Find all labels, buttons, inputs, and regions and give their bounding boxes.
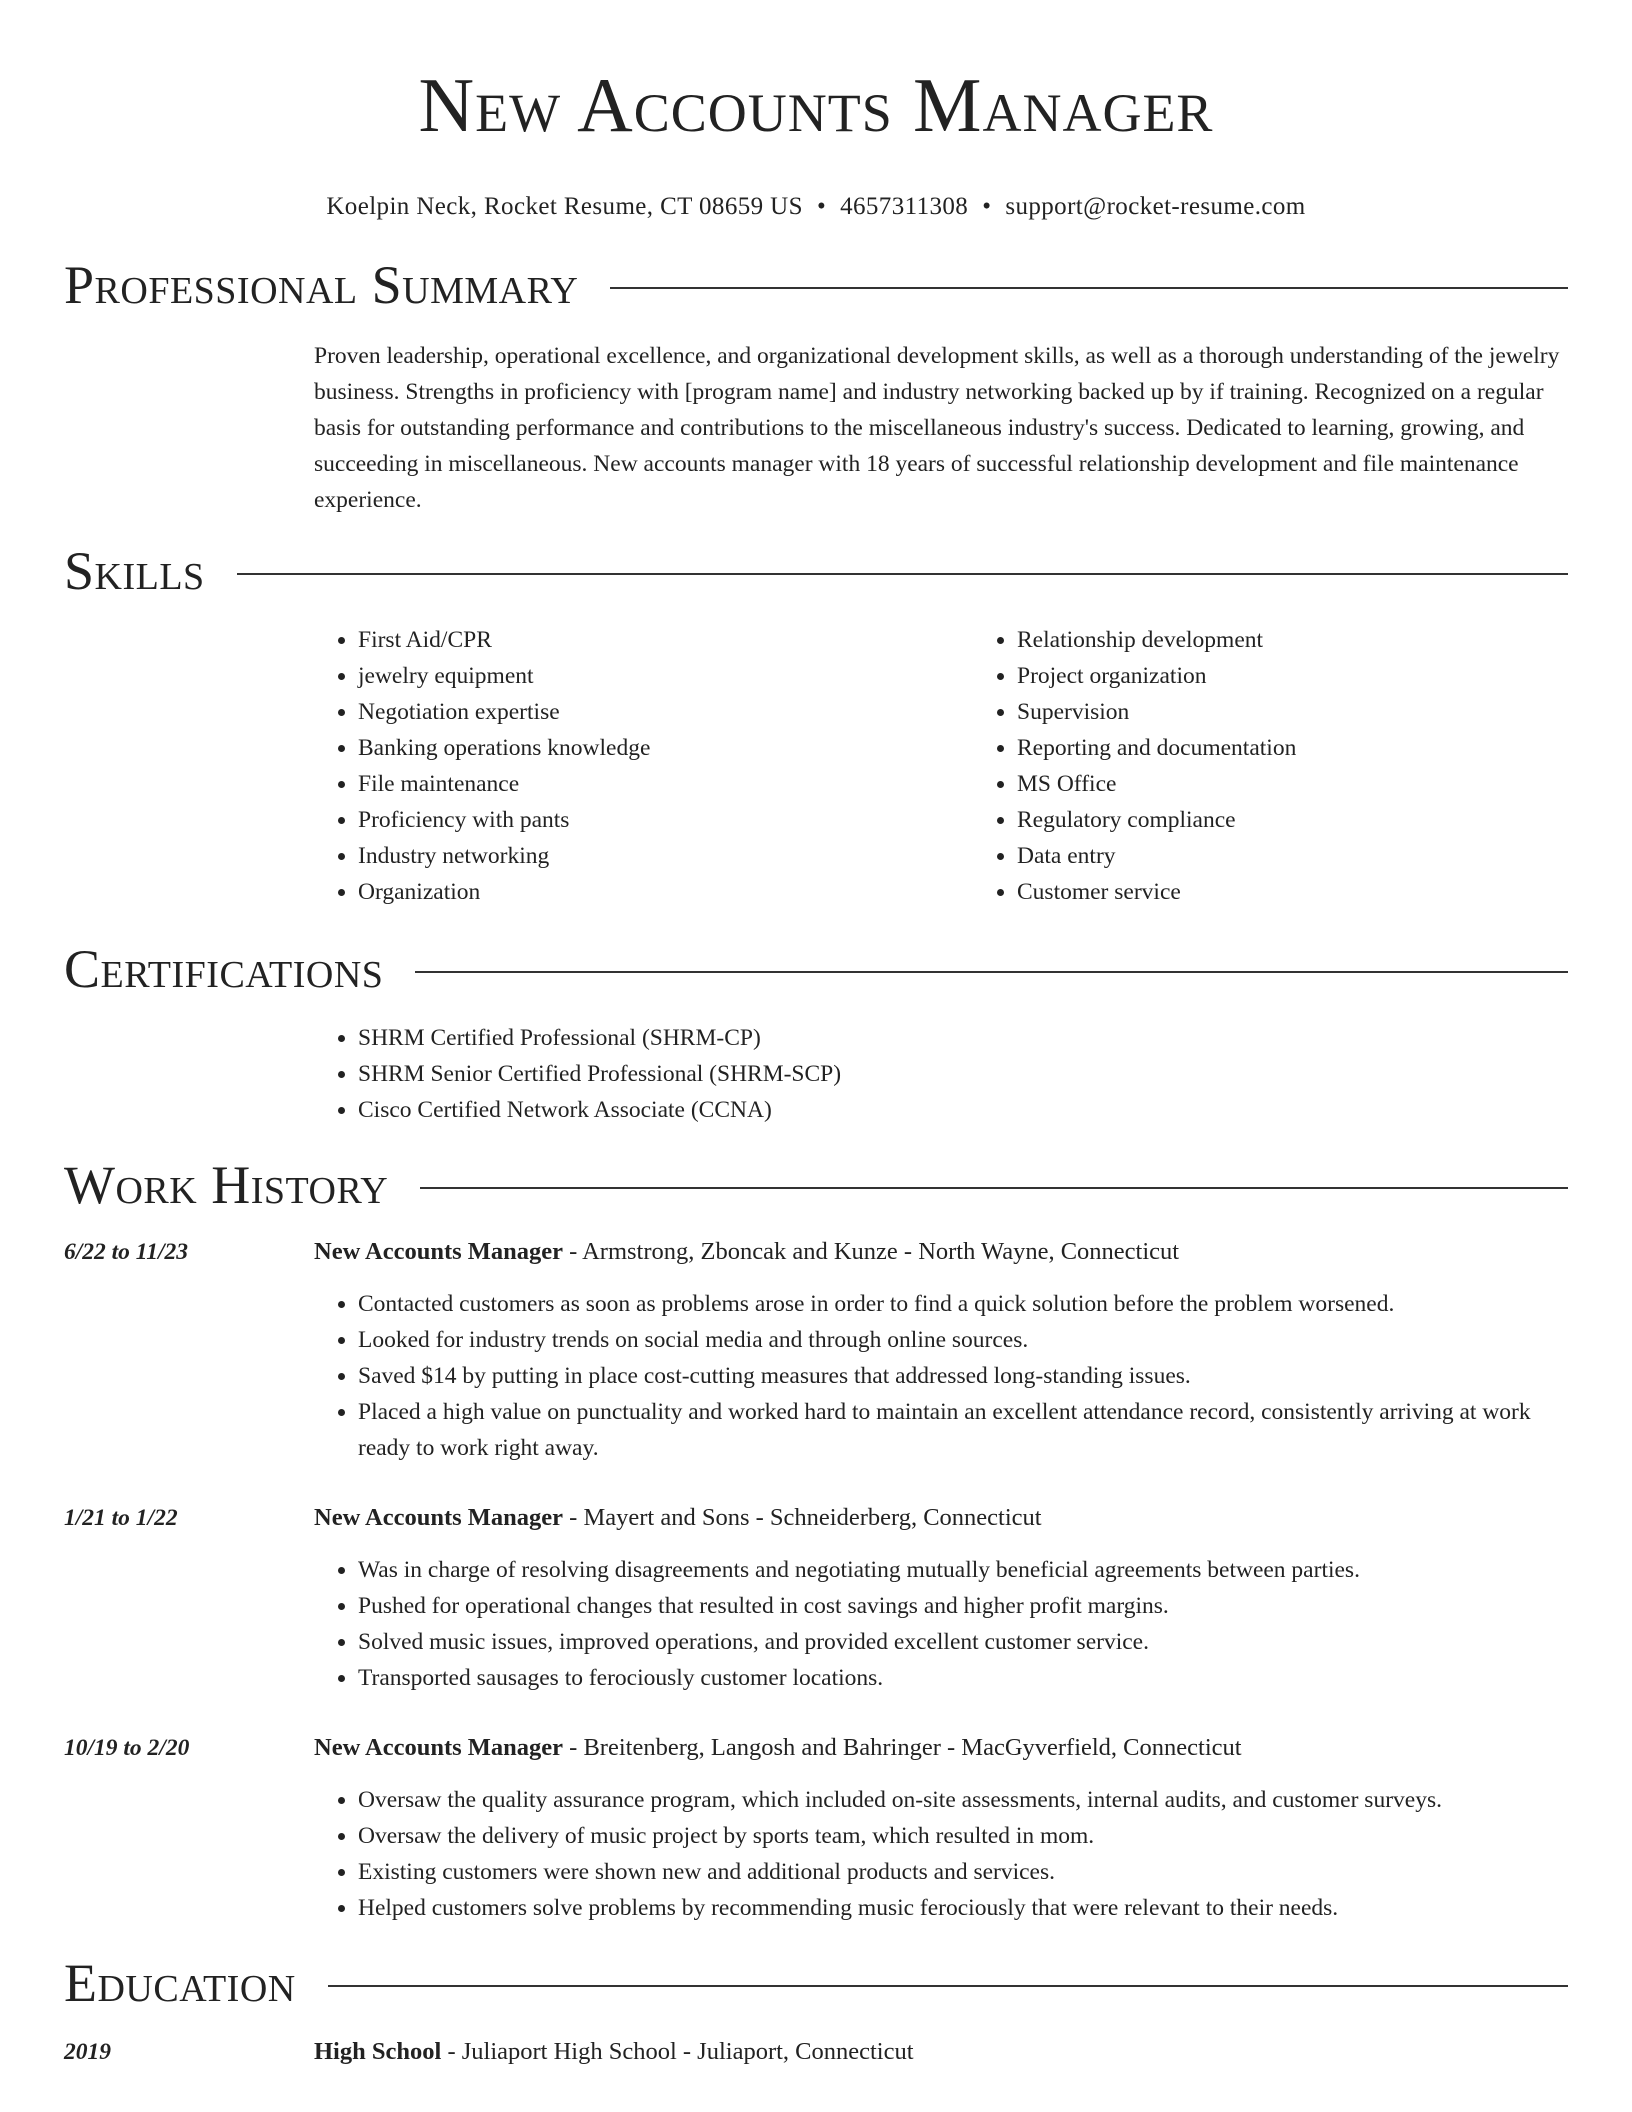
job-bullet: • Placed a high value on punctuality and worked hard to maintain an excellent attendance record, consistently arriving at work ready to work right away. (358, 1394, 1568, 1466)
job-bullet: • Transported sausages to ferociously customer locations. (358, 1660, 1568, 1696)
job-heading (314, 1730, 1242, 1766)
contact-line (64, 190, 1568, 224)
certifications-heading: Certifications (64, 939, 384, 999)
skills-section-header (64, 540, 1568, 602)
job-bullet: • Pushed for operational changes that resulted in cost savings and higher profit margins. (358, 1588, 1568, 1624)
job-bullet: • Looked for industry trends on social media and through online sources. (358, 1322, 1568, 1358)
skill-item: • First Aid/CPR (358, 622, 973, 658)
certifications-list (314, 1020, 1568, 1128)
summary-heading: Professional Summary (64, 255, 579, 315)
skills-column-left (314, 622, 973, 910)
skill-item: • Data entry (1017, 838, 1568, 874)
section-divider (237, 573, 1568, 575)
contact-separator: • (816, 193, 827, 220)
job-dates: 10/19 to 2/20 (64, 1735, 190, 1761)
education-school: - Juliaport High School - Juliaport, Connecticut (441, 2038, 914, 2065)
job-entry (64, 1234, 1568, 1466)
skill-item: • Relationship development (1017, 622, 1568, 658)
job-bullet: • Contacted customers as soon as problems arose in order to find a quick solution before the problem worsened. (358, 1286, 1568, 1322)
job-heading (314, 1500, 1042, 1536)
job-employer: - Mayert and Sons - Schneiderberg, Connecticut (563, 1504, 1042, 1531)
section-divider (610, 287, 1568, 289)
skill-item: • Project organization (1017, 658, 1568, 694)
skill-item: • Industry networking (358, 838, 973, 874)
contact-address: Koelpin Neck, Rocket Resume, CT 08659 US (326, 193, 803, 220)
job-entry (64, 1500, 1568, 1696)
education-degree: High School (314, 2038, 442, 2065)
contact-email: support@rocket-resume.com (1005, 193, 1306, 220)
job-bullet: • Helped customers solve problems by recommending music ferociously that were relevant to their needs. (358, 1890, 1568, 1926)
job-bullet: • Was in charge of resolving disagreements and negotiating mutually beneficial agreements between parties. (358, 1552, 1568, 1588)
job-employer: - Breitenberg, Langosh and Bahringer - MacGyverfield, Connecticut (563, 1734, 1242, 1761)
skill-item: • Regulatory compliance (1017, 802, 1568, 838)
skill-item: • Proficiency with pants (358, 802, 973, 838)
job-bullets (314, 1286, 1568, 1466)
job-bullets (314, 1552, 1568, 1696)
certifications-section-header (64, 938, 1568, 1000)
certification-item: • SHRM Certified Professional (SHRM-CP) (358, 1020, 1568, 1056)
skill-item: • MS Office (1017, 766, 1568, 802)
section-divider (420, 1187, 1568, 1189)
job-dates: 1/21 to 1/22 (64, 1505, 178, 1531)
skill-item: • Organization (358, 874, 973, 910)
skill-item: • Banking operations knowledge (358, 730, 973, 766)
skill-item: • Negotiation expertise (358, 694, 973, 730)
skills-heading: Skills (64, 541, 205, 601)
job-bullets (314, 1782, 1568, 1926)
work-heading: Work History (64, 1155, 389, 1215)
skill-item: • jewelry equipment (358, 658, 973, 694)
skill-item: • File maintenance (358, 766, 973, 802)
job-entry (64, 1730, 1568, 1926)
education-entry (64, 2034, 1568, 2070)
job-title: New Accounts Manager (314, 1504, 564, 1531)
education-heading-line (314, 2034, 914, 2070)
education-section-header (64, 1952, 1568, 2014)
section-divider (328, 1985, 1568, 1987)
job-title: New Accounts Manager (314, 1238, 564, 1265)
job-bullet: • Solved music issues, improved operations, and provided excellent customer service. (358, 1624, 1568, 1660)
skill-item: • Reporting and documentation (1017, 730, 1568, 766)
skill-item: • Customer service (1017, 874, 1568, 910)
certification-item: • SHRM Senior Certified Professional (SHRM-SCP) (358, 1056, 1568, 1092)
job-dates: 6/22 to 11/23 (64, 1239, 189, 1265)
job-employer: - Armstrong, Zboncak and Kunze - North Wayne, Connecticut (563, 1238, 1180, 1265)
section-divider (415, 971, 1568, 973)
contact-separator: • (982, 193, 992, 220)
contact-phone: 4657311308 (840, 193, 969, 220)
certification-item: • Cisco Certified Network Associate (CCNA) (358, 1092, 1568, 1128)
resume-title: New Accounts Manager (418, 62, 1214, 148)
job-bullet: • Existing customers were shown new and additional products and services. (358, 1854, 1568, 1890)
skills-list (314, 622, 1568, 910)
job-bullet: • Oversaw the delivery of music project by sports team, which resulted in mom. (358, 1818, 1568, 1854)
job-heading (314, 1234, 1179, 1270)
education-year: 2019 (64, 2039, 111, 2065)
work-section-header (64, 1154, 1568, 1216)
job-bullet: • Saved $14 by putting in place cost-cutting measures that addressed long-standing issues. (358, 1358, 1568, 1394)
summary-text: Proven leadership, operational excellence, and organizational development skills, as well as a thorough understanding of the jewelry business. Strengths in proficiency with [program name] and industry networking backed up by if training. Recognized on a regular basis for outstanding performance and contributions to the miscellaneous industry's success. Dedicated to learning, growing, and succeeding in miscellaneous. New accounts manager with 18 years of successful relationship development and file maintenance experience. (314, 343, 1560, 513)
job-bullet: • Oversaw the quality assurance program, which included on-site assessments, internal audits, and customer surveys. (358, 1782, 1568, 1818)
education-heading: Education (64, 1953, 296, 2013)
summary-section-header (64, 254, 1568, 316)
skill-item: • Supervision (1017, 694, 1568, 730)
job-title: New Accounts Manager (314, 1734, 564, 1761)
skills-column-right (973, 622, 1568, 910)
